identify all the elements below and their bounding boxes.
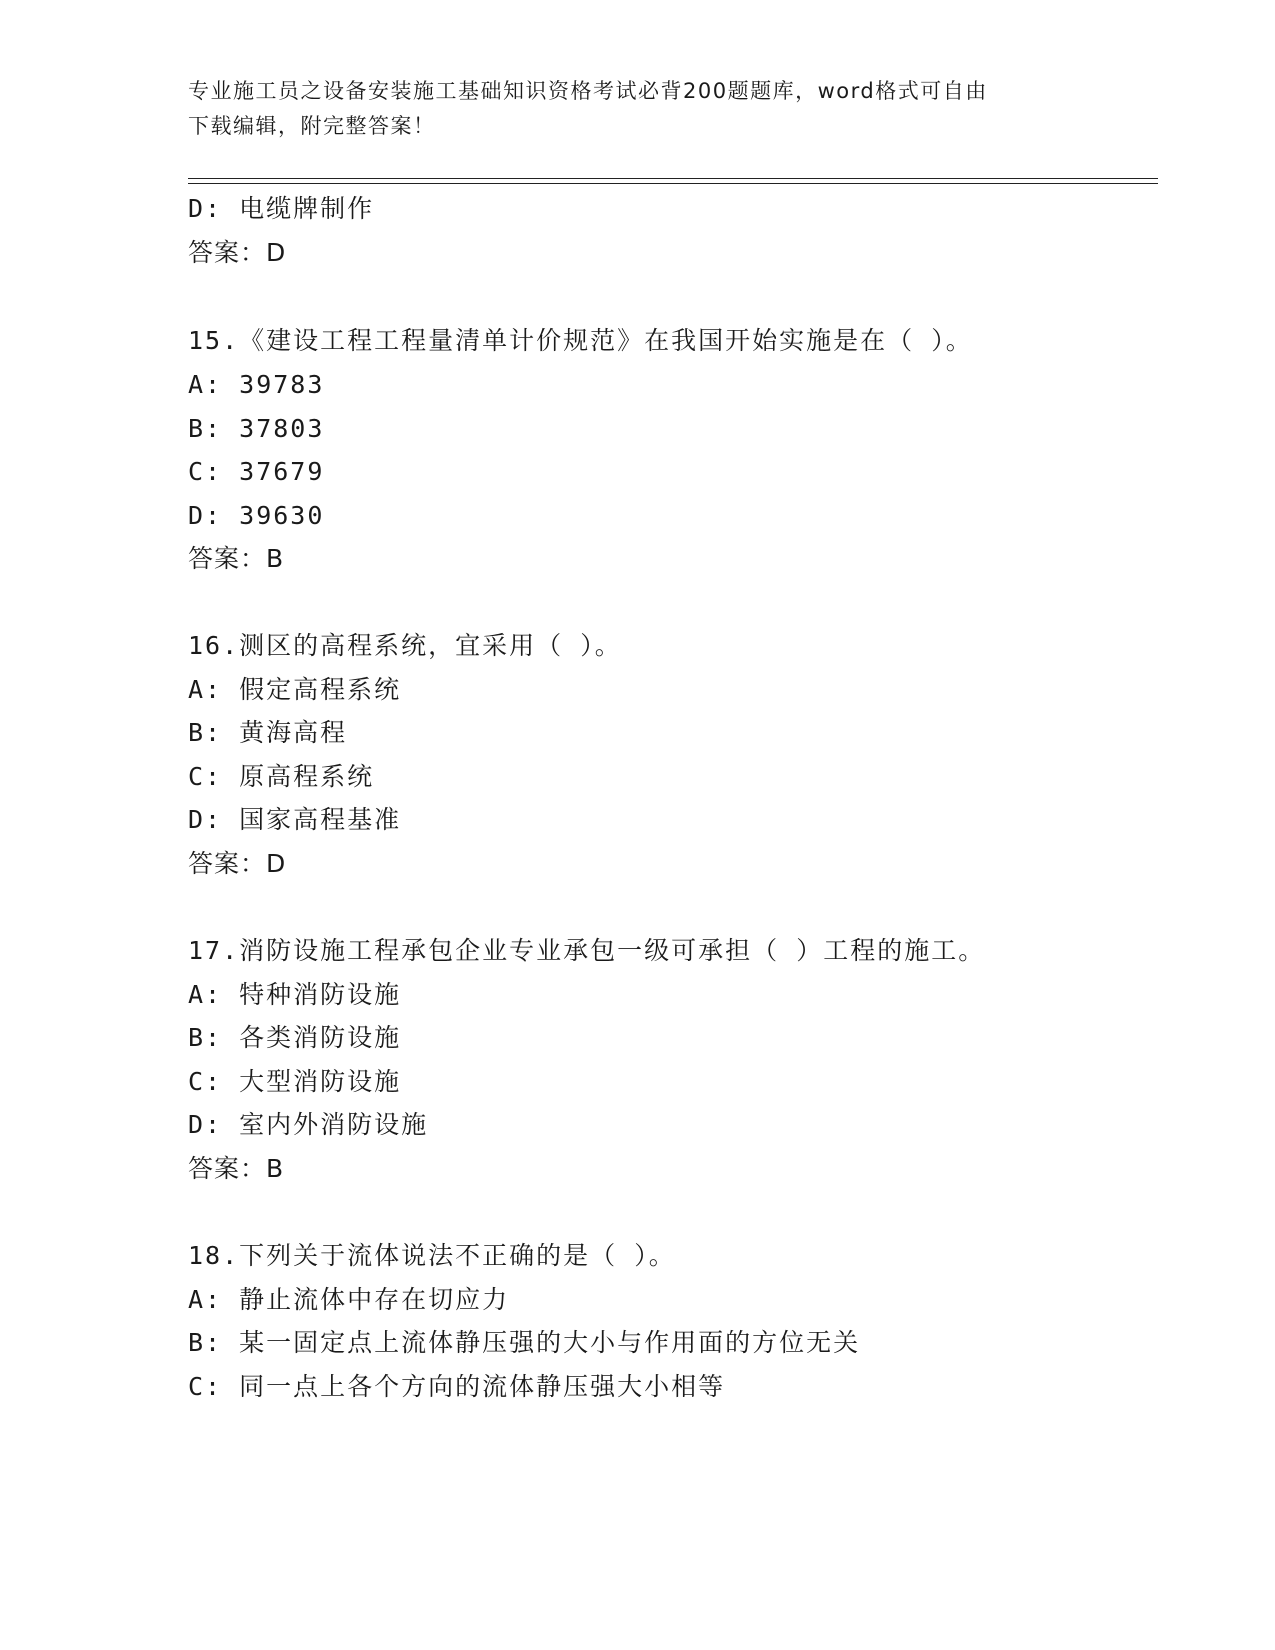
- question-15-option-d: D: 39630: [188, 501, 325, 530]
- question-15-stem: 15.《建设工程工程量清单计价规范》在我国开始实施是在（ ）。: [188, 326, 973, 355]
- question-17-stem: 17.消防设施工程承包企业专业承包一级可承担（ ）工程的施工。: [188, 936, 986, 965]
- question-15-answer: 答案：B: [188, 544, 285, 573]
- question-17-option-b: B: 各类消防设施: [188, 1023, 402, 1052]
- fragment-answer: 答案：D: [188, 238, 287, 267]
- header-divider-bottom: [188, 183, 1158, 184]
- header-divider-top: [188, 178, 1158, 179]
- question-15-option-c: C: 37679: [188, 457, 325, 486]
- question-16-stem: 16.测区的高程系统，宜采用（ ）。: [188, 631, 622, 660]
- fragment-option-d: D: 电缆牌制作: [188, 194, 375, 223]
- header-line-1: 专业施工员之设备安装施工基础知识资格考试必背200题题库，word格式可自由: [188, 79, 988, 103]
- question-17-option-d: D: 室内外消防设施: [188, 1110, 429, 1139]
- question-16-answer: 答案：D: [188, 849, 287, 878]
- question-18-option-b: B: 某一固定点上流体静压强的大小与作用面的方位无关: [188, 1328, 861, 1357]
- question-18-option-c: C: 同一点上各个方向的流体静压强大小相等: [188, 1372, 726, 1401]
- question-16-option-a: A: 假定高程系统: [188, 675, 402, 704]
- question-16-option-c: C: 原高程系统: [188, 762, 375, 791]
- question-16-option-b: B: 黄海高程: [188, 718, 348, 747]
- question-18-option-a: A: 静止流体中存在切应力: [188, 1285, 510, 1314]
- question-18-stem: 18.下列关于流体说法不正确的是（ ）。: [188, 1241, 676, 1270]
- document-header: [188, 74, 1088, 144]
- header-line-2: 下载编辑，附完整答案！: [188, 114, 436, 138]
- question-15-option-b: B: 37803: [188, 414, 325, 443]
- question-16-option-d: D: 国家高程基准: [188, 805, 402, 834]
- question-17-option-a: A: 特种消防设施: [188, 980, 402, 1009]
- question-17-option-c: C: 大型消防设施: [188, 1067, 402, 1096]
- question-17-answer: 答案：B: [188, 1154, 285, 1183]
- question-15-option-a: A: 39783: [188, 370, 325, 399]
